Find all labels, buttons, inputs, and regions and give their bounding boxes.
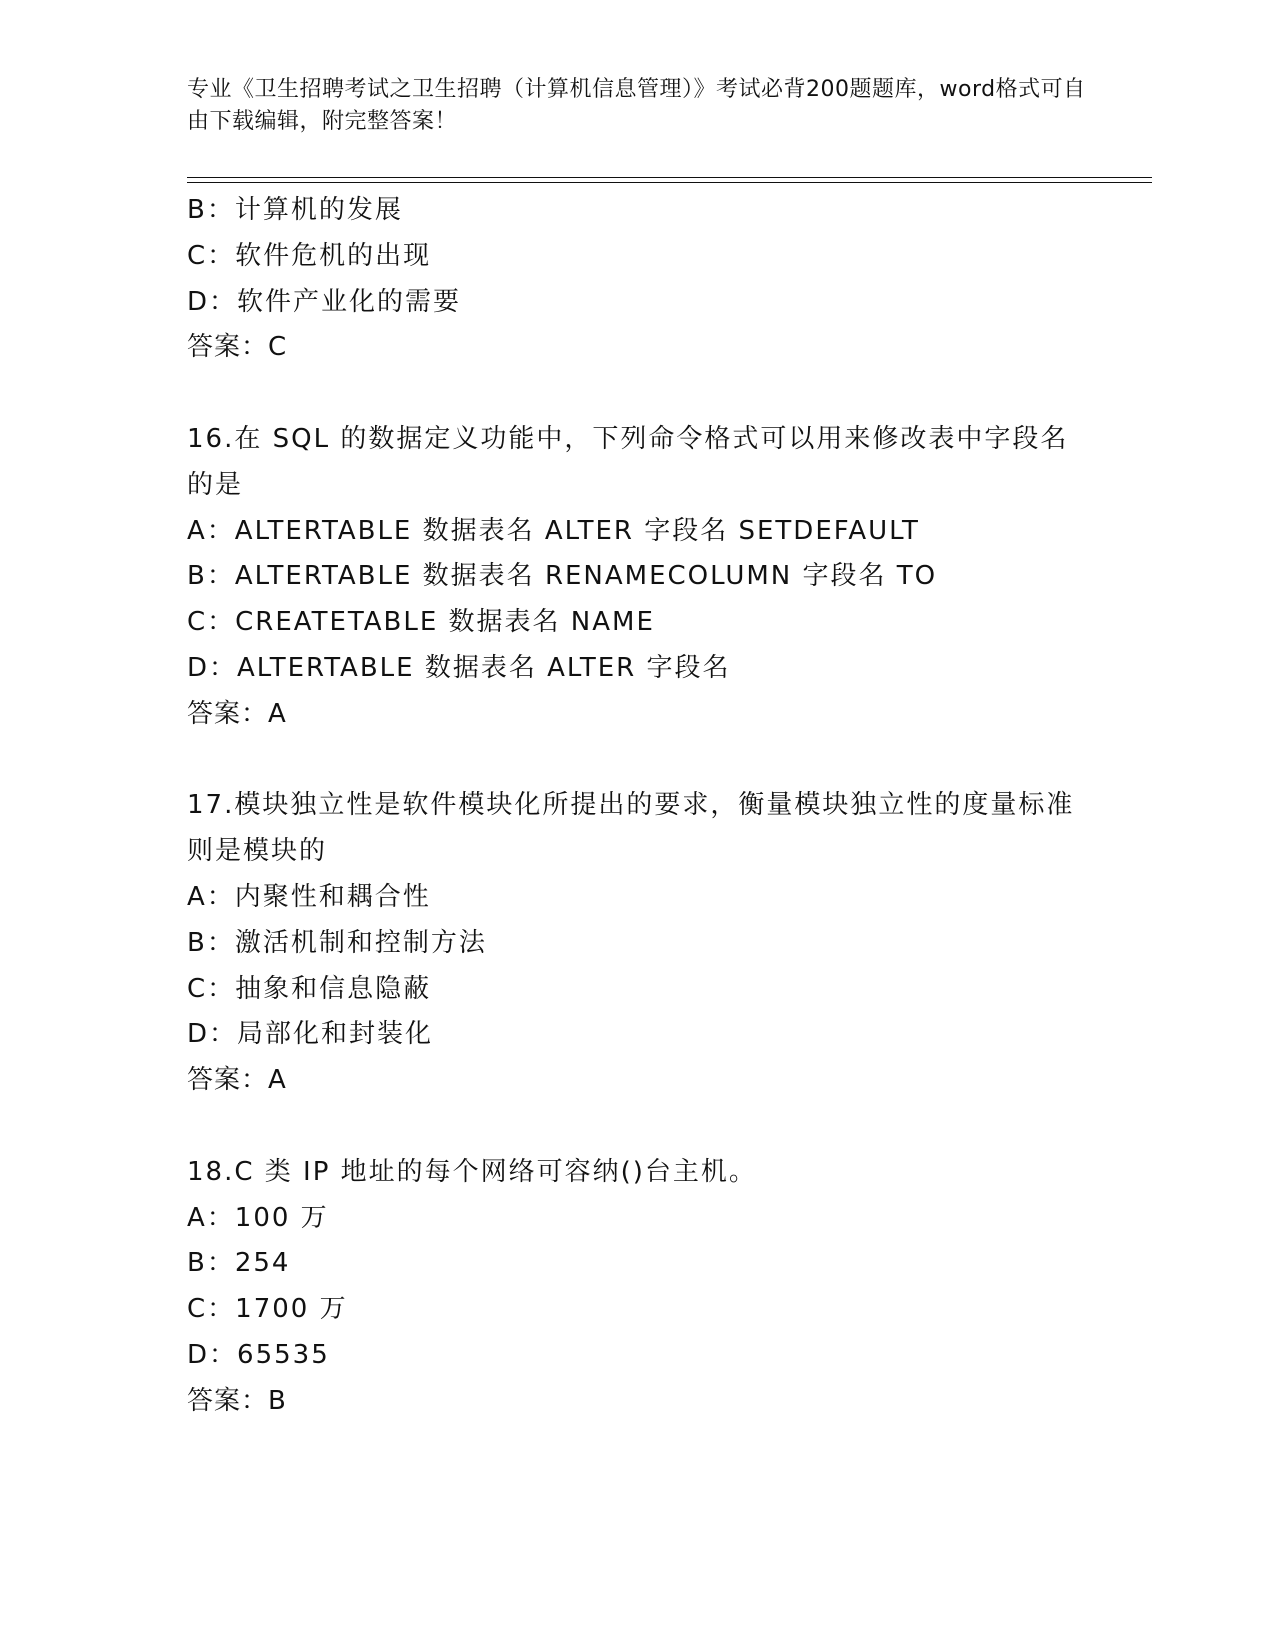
option-a: A：ALTERTABLE 数据表名 ALTER 字段名 SETDEFAULT [187, 515, 920, 546]
question-16 [187, 417, 1152, 738]
answer-line: 答案：C [187, 332, 288, 363]
option-a: A：内聚性和耦合性 [187, 881, 431, 912]
option-b: B：激活机制和控制方法 [187, 927, 487, 958]
option-c: C：软件危机的出现 [187, 240, 432, 271]
spacer [187, 1104, 1152, 1150]
option-b: B：ALTERTABLE 数据表名 RENAMECOLUMN 字段名 TO [187, 561, 938, 592]
answer-line: 答案：A [187, 698, 287, 729]
option-c: C：CREATETABLE 数据表名 NAME [187, 607, 655, 638]
carryover-question [187, 188, 1152, 371]
question-stem: 18.C 类 IP 地址的每个网络可容纳()台主机。 [187, 1156, 757, 1187]
answer-line: 答案：A [187, 1065, 287, 1096]
option-d: D：软件产业化的需要 [187, 286, 462, 317]
spacer [187, 371, 1152, 417]
answer-line: 答案：B [187, 1385, 287, 1416]
option-d: D：局部化和封装化 [187, 1019, 434, 1050]
document-page [187, 0, 1152, 1650]
header-divider [187, 177, 1152, 183]
question-stem: 16.在 SQL 的数据定义功能中，下列命令格式可以用来修改表中字段名的是 [187, 423, 1069, 500]
option-c: C：1700 万 [187, 1294, 348, 1325]
question-stem: 17.模块独立性是软件模块化所提出的要求，衡量模块独立性的度量标准则是模块的 [187, 790, 1075, 867]
option-c: C：抽象和信息隐蔽 [187, 973, 432, 1004]
question-18 [187, 1150, 1152, 1425]
option-d: D：65535 [187, 1339, 330, 1370]
document-body [187, 188, 1152, 1425]
option-b: B：计算机的发展 [187, 195, 403, 225]
spacer [187, 738, 1152, 784]
option-b: B：254 [187, 1248, 291, 1279]
option-a: A：100 万 [187, 1202, 329, 1233]
question-17 [187, 783, 1152, 1104]
document-header: 专业《卫生招聘考试之卫生招聘（计算机信息管理）》考试必背200题题库，word格式可自由下载编辑，附完整答案！ [187, 77, 1086, 134]
option-d: D：ALTERTABLE 数据表名 ALTER 字段名 [187, 652, 731, 683]
